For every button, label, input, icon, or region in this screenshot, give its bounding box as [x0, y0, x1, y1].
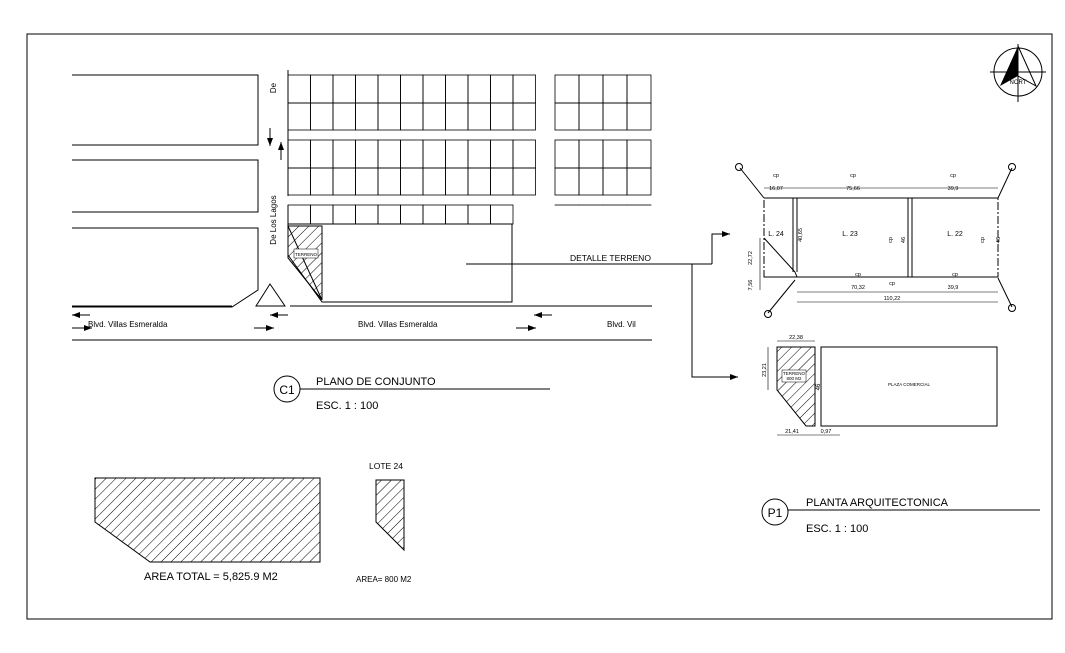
lot-cell [288, 168, 311, 195]
north-label: NORT [1009, 80, 1027, 86]
top-cp-3: cp [950, 173, 956, 179]
terreno-hatch [288, 226, 322, 300]
bottom-dim-1: 70,32 [851, 285, 865, 291]
top-cp-2: cp [850, 173, 856, 179]
top-dim-1: 16,07 [769, 186, 783, 192]
lot-cell [513, 168, 536, 195]
lot-cell [288, 75, 311, 103]
left-dim-2: 7,56 [748, 279, 754, 291]
lot-cell [513, 103, 536, 130]
area-summary [95, 461, 412, 584]
lot-cell [378, 168, 401, 195]
lot-cell [311, 103, 334, 130]
plaza-comercial: PLAZA COMERCIAL [887, 382, 931, 387]
lot-cell [579, 140, 603, 168]
lot-cell [401, 168, 424, 195]
arch-dim-bottom-1: 21,41 [785, 429, 799, 435]
lot-22: L. 22 [947, 231, 963, 238]
lot-cell [401, 140, 424, 168]
lot-cell [401, 75, 424, 103]
top-dim-3: 39,9 [947, 186, 959, 192]
left-dim-1: 22,72 [748, 251, 754, 265]
arch-dim-top: 22,38 [789, 335, 803, 341]
lot-24: L. 24 [768, 231, 784, 238]
area-total-label: AREA TOTAL = 5,825.9 M2 [144, 571, 278, 583]
lot-cell [579, 75, 603, 103]
lote-area-label: AREA= 800 M2 [356, 575, 412, 584]
lot-cell [446, 75, 469, 103]
lot-cell [288, 140, 311, 168]
lote-24-shape [376, 480, 404, 550]
top-dim-2: 75,66 [846, 186, 860, 192]
lot-cell [603, 140, 627, 168]
lot-cell [333, 103, 356, 130]
lot-cell [311, 205, 334, 224]
lot-cell [491, 75, 514, 103]
block-left-3 [72, 228, 258, 307]
lot-cell [423, 140, 446, 168]
site-plan [72, 70, 738, 412]
lot-cell [401, 205, 424, 224]
lot-cell [468, 75, 491, 103]
lot-cell [603, 103, 627, 130]
block-left-2 [72, 160, 258, 212]
lot-23: L. 23 [842, 231, 858, 238]
lot-cell [423, 75, 446, 103]
cp-vert-2: cp [980, 237, 986, 243]
lot-cell [513, 140, 536, 168]
dim-4065: 40,65 [798, 228, 804, 242]
blvd-label-1: Blvd. Villas Esmeralda [88, 320, 168, 329]
detail-plan [736, 164, 1016, 318]
lot-cell [288, 205, 311, 224]
lot-cell [579, 103, 603, 130]
lot-grid [288, 75, 651, 224]
lot-cell [579, 168, 603, 195]
detalle-terreno-label: DETALLE TERRENO [570, 253, 651, 263]
arch-dim-bottom-2: 0,97 [820, 429, 832, 435]
lot-cell [446, 205, 469, 224]
lot-cell [468, 140, 491, 168]
lot-cell [356, 75, 379, 103]
lot-cell [356, 168, 379, 195]
lot-cell [491, 140, 514, 168]
site-plan-title: PLANO DE CONJUNTO [316, 376, 436, 388]
lot-cell [423, 168, 446, 195]
lot-cell [627, 168, 651, 195]
lot-cell [401, 103, 424, 130]
lot-cell [356, 103, 379, 130]
lot-cell [356, 205, 379, 224]
bottom-cp-3: cp [889, 281, 895, 287]
bottom-dim-2: 39,9 [947, 285, 959, 291]
arch-terreno: TERRENO [782, 371, 806, 376]
north-arrow [990, 44, 1046, 102]
lot-cell [491, 103, 514, 130]
lot-cell [378, 75, 401, 103]
lot-cell [555, 75, 579, 103]
vert-dim-1: 46 [901, 236, 907, 244]
lot-cell [446, 168, 469, 195]
site-plan-scale: ESC. 1 : 100 [316, 400, 379, 412]
lot-cell [288, 103, 311, 130]
lot-cell [378, 140, 401, 168]
lot-cell [468, 103, 491, 130]
total-dim: 110,22 [883, 296, 901, 302]
arch-dim-left: 23,21 [762, 363, 768, 377]
lot-cell [627, 103, 651, 130]
lot-cell [356, 140, 379, 168]
lot-cell [311, 75, 334, 103]
total-area-shape [95, 478, 320, 562]
lot-cell [446, 103, 469, 130]
vert-dim-2: 46 [996, 236, 1002, 244]
blvd-label-3: Blvd. Vil [607, 320, 636, 329]
bottom-cp-1: cp [855, 272, 861, 278]
top-cp-1: cp [773, 173, 779, 179]
lot-cell [423, 103, 446, 130]
c1-badge: C1 [279, 383, 295, 397]
lot-cell [491, 205, 514, 224]
lot-cell [311, 168, 334, 195]
lot-cell [555, 140, 579, 168]
lot-cell [555, 103, 579, 130]
arch-terreno-sub: 800 M2 [786, 376, 802, 381]
lot-cell [446, 140, 469, 168]
blvd-label-2: Blvd. Villas Esmeralda [358, 320, 438, 329]
lot-cell [423, 205, 446, 224]
traffic-island [256, 284, 285, 306]
street-de-label: De [269, 82, 278, 94]
lot-cell [333, 168, 356, 195]
lot-cell [513, 75, 536, 103]
lot-cell [555, 168, 579, 195]
street-de-los-lagos-label: De Los Lagos [269, 195, 278, 245]
lote-24-label: LOTE 24 [369, 461, 404, 471]
arch-plan-scale: ESC. 1 : 100 [806, 523, 869, 535]
lot-cell [468, 168, 491, 195]
block-left-1 [72, 75, 258, 145]
arch-dim-46: 46 [816, 383, 822, 391]
lot-cell [311, 140, 334, 168]
terreno-label: TERRENO [294, 252, 318, 257]
arch-plan-title: PLANTA ARQUITECTONICA [806, 497, 949, 509]
lot-cell [378, 103, 401, 130]
lot-cell [333, 205, 356, 224]
cp-vert-1: cp [888, 237, 894, 243]
lot-cell [627, 75, 651, 103]
lot-cell [603, 75, 627, 103]
lot-cell [603, 168, 627, 195]
lot-cell [468, 205, 491, 224]
lot-cell [333, 75, 356, 103]
arch-plan [762, 335, 1040, 535]
lot-cell [627, 140, 651, 168]
lot-cell [378, 205, 401, 224]
p1-badge: P1 [767, 506, 783, 520]
lot-cell [333, 140, 356, 168]
bottom-cp-2: cp [952, 272, 958, 278]
lot-cell [491, 168, 514, 195]
